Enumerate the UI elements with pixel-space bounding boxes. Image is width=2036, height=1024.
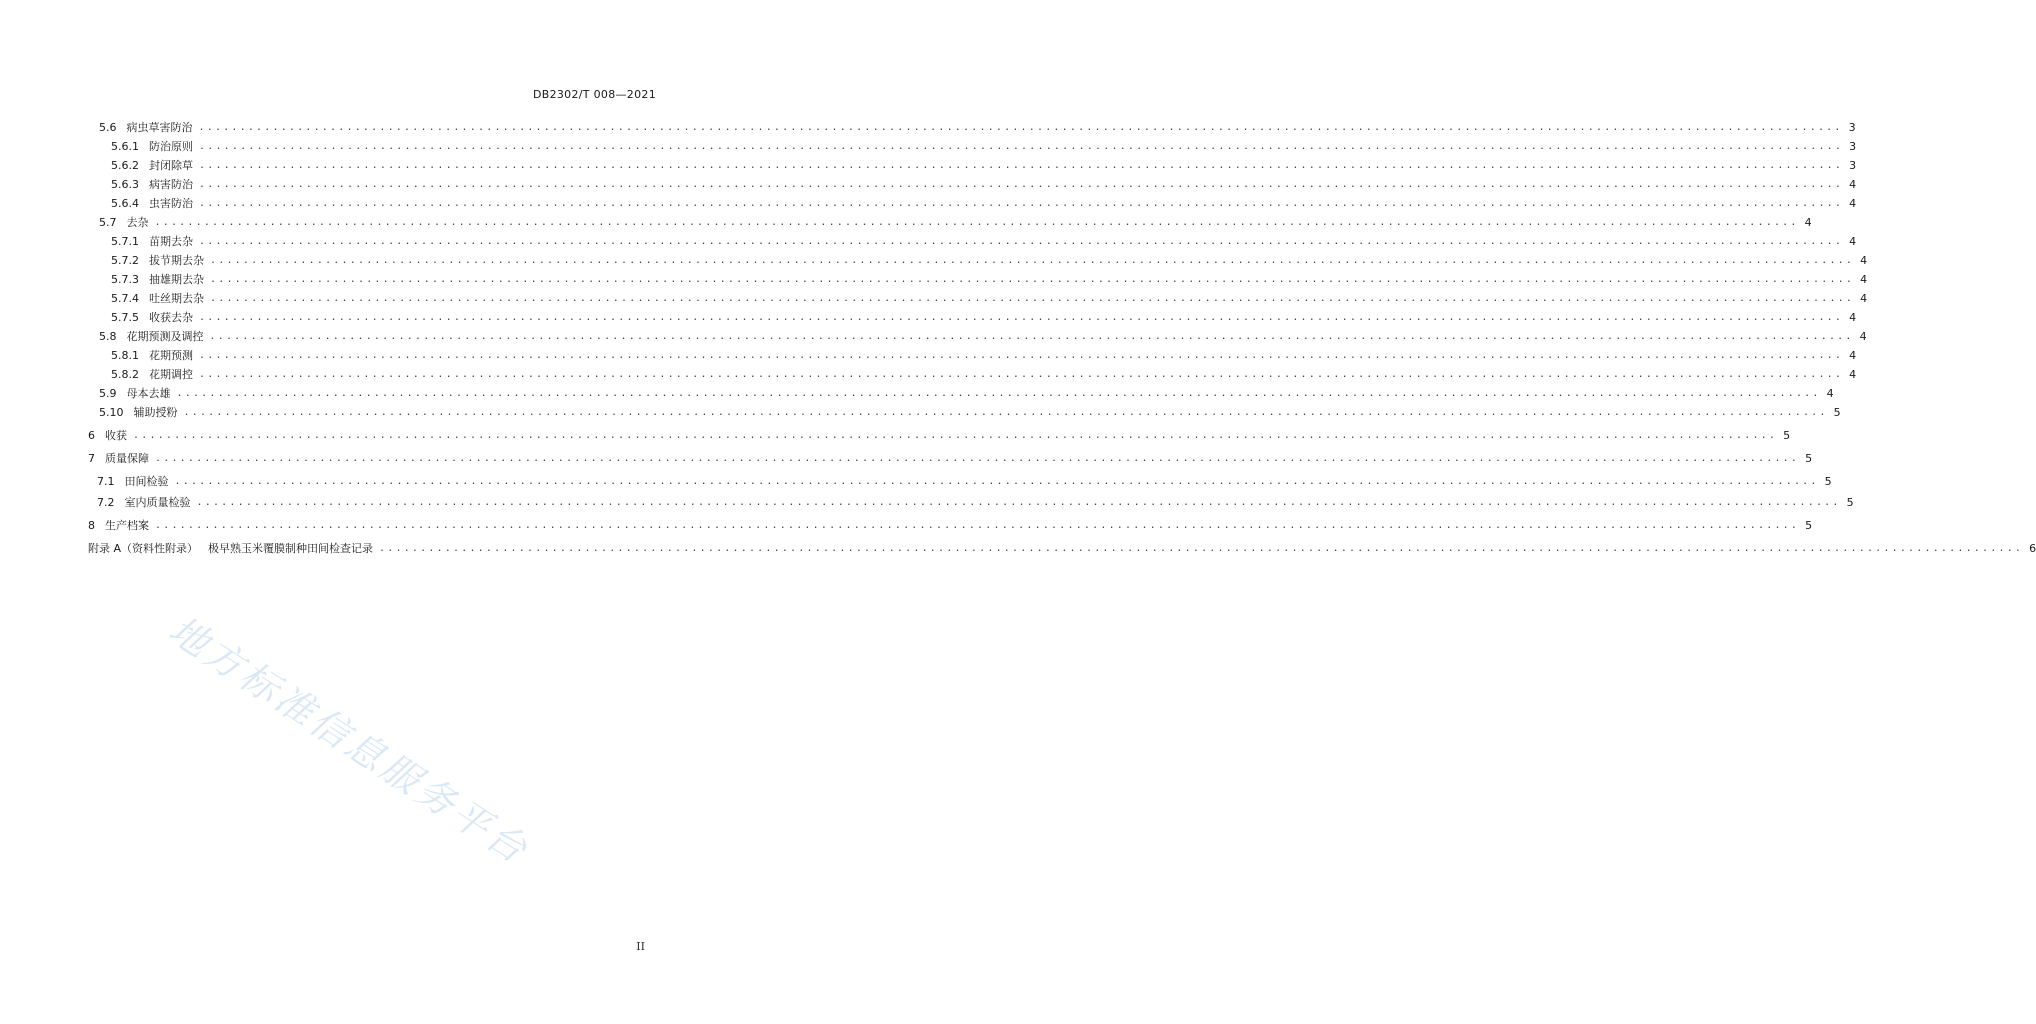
toc-entry[interactable] [111,156,1857,174]
toc-entry-page: 4 [1860,291,1868,305]
toc-entry-page: 5 [1846,495,1854,509]
toc-entry-number: 5.6.2 [111,158,139,172]
toc-entry-title: 封闭除草 [149,159,193,172]
toc-entry-title: 吐丝期去杂 [149,292,204,305]
toc-entry-number: 5.6 [99,120,117,134]
toc-entry-number: 5.7.5 [111,310,139,324]
toc-entry-page: 4 [1849,177,1857,191]
toc-entry-title: 花期调控 [149,368,193,381]
toc-entry-title: 收获 [105,429,127,442]
toc-entry-page: 4 [1860,253,1868,267]
toc-entry-page: 4 [1849,367,1857,381]
toc-entry-page: 4 [1849,310,1857,324]
toc-entry-number: 5.8.1 [111,348,139,362]
toc-entry-title: 防治原则 [149,140,193,153]
toc-entry-number: 5.8.2 [111,367,139,381]
toc-entry[interactable] [111,232,1857,250]
toc-leader-dots: ........................................................................................................................................................................................................ [199,311,1844,323]
toc-entry-page: 4 [1859,329,1867,343]
toc-entry-number: 5.6.4 [111,196,139,210]
toc-entry[interactable] [97,493,1854,511]
toc-entry[interactable] [88,449,1813,467]
toc-entry-page: 4 [1849,234,1857,248]
toc-entry-page: 4 [1826,386,1834,400]
toc-entry[interactable] [99,403,1841,421]
toc-entry[interactable] [111,346,1857,364]
toc-entry[interactable] [111,137,1857,155]
toc-leader-dots: ........................................................................................................................................................................................................ [199,368,1844,380]
toc-entry-title: 病虫草害防治 [126,121,193,134]
toc-leader-dots: ........................................................................................................................................................................................................ [199,140,1844,152]
toc-entry[interactable] [111,365,1857,383]
toc-entry[interactable] [111,308,1857,326]
toc-leader-dots: ........................................................................................................................................................................................................ [199,235,1844,247]
toc-entry-page: 3 [1849,158,1857,172]
toc-leader-dots: ........................................................................................................................................................................................................ [198,121,1843,133]
toc-entry-title: 病害防治 [149,178,193,191]
toc-leader-dots: ........................................................................................................................................................................................................ [199,178,1844,190]
toc-entry[interactable] [111,289,1868,307]
toc-entry-title: 室内质量检验 [124,496,191,509]
toc-entry-title: 母本去雄 [126,387,171,400]
toc-leader-dots: ........................................................................................................................................................................................................ [209,330,1854,342]
toc-leader-dots: ........................................................................................................................................................................................................ [154,216,1799,228]
toc-entry-page: 3 [1848,120,1856,134]
toc-entry-page: 3 [1849,139,1857,153]
toc-entry-number: 5.7.2 [111,253,139,267]
toc-entry-number: 5.7.3 [111,272,139,286]
toc-leader-dots: ........................................................................................................................................................................................................ [199,197,1844,209]
toc-entry-number: 5.9 [99,386,117,400]
toc-entry-number: 7.2 [97,495,115,509]
toc-entry-number: 5.7 [99,215,117,229]
toc-leader-dots: ........................................................................................................................................................................................................ [379,542,2024,554]
toc-entry[interactable] [111,194,1857,212]
toc-leader-dots: ........................................................................................................................................................................................................ [210,292,1855,304]
toc-entry-title: 花期预测 [149,349,193,362]
toc-leader-dots: ........................................................................................................................................................................................................ [210,273,1855,285]
toc-entry[interactable] [111,251,1868,269]
toc-entry-page: 5 [1824,474,1832,488]
toc-entry-page: 5 [1805,451,1813,465]
toc-entry-title: 收获去杂 [149,311,193,324]
toc-entry-title: 质量保障 [105,452,149,465]
toc-entry-number: 7.1 [97,474,115,488]
toc-entry-page: 5 [1833,405,1841,419]
toc-entry-number: 7 [88,451,95,465]
toc-entry-number: 6 [88,428,95,442]
toc-leader-dots: ........................................................................................................................................................................................................ [176,387,1821,399]
toc-entry[interactable] [88,539,2036,557]
toc-leader-dots: ........................................................................................................................................................................................................ [210,254,1855,266]
toc-entry[interactable] [99,327,1867,345]
toc-entry-title: 花期预测及调控 [126,330,204,343]
toc-entry[interactable] [99,118,1856,136]
toc-entry[interactable] [111,175,1857,193]
toc-entry-page: 6 [2029,541,2036,555]
watermark: 地方标准信息服务平台 [161,607,538,874]
toc-entry-title: 拔节期去杂 [149,254,204,267]
toc-entry-number: 5.7.1 [111,234,139,248]
toc-entry[interactable] [88,516,1813,534]
toc-leader-dots: ........................................................................................................................................................................................................ [155,452,1800,464]
toc-entry[interactable] [97,472,1832,490]
toc-entry-title: 抽雄期去杂 [149,273,204,286]
toc-entry-number: 5.7.4 [111,291,139,305]
toc-entry-title: 苗期去杂 [149,235,193,248]
toc-entry-title: 极早熟玉米覆膜制种田间检查记录 [208,542,374,555]
toc-entry[interactable] [99,384,1834,402]
toc-leader-dots: ........................................................................................................................................................................................................ [196,496,1841,508]
toc-entry-title: 去杂 [126,216,149,229]
toc-entry-number: 附录 A（资料性附录） [88,542,199,555]
toc-entry-number: 5.8 [99,329,117,343]
toc-entry[interactable] [88,426,1791,444]
toc-leader-dots: ........................................................................................................................................................................................................ [183,406,1828,418]
toc-entry-page: 5 [1805,518,1813,532]
toc-leader-dots: ........................................................................................................................................................................................................ [133,429,1778,441]
toc-leader-dots: ........................................................................................................................................................................................................ [174,475,1819,487]
document-code: DB2302/T 008—2021 [532,88,656,101]
page-number: II [636,940,645,953]
toc-leader-dots: ........................................................................................................................................................................................................ [199,349,1844,361]
toc-entry[interactable] [111,270,1868,288]
toc-entry-number: 8 [88,518,95,532]
toc-entry-number: 5.10 [99,405,124,419]
toc-entry-page: 4 [1849,196,1857,210]
toc-entry-page: 4 [1804,215,1812,229]
toc-entry-title: 辅助授粉 [133,406,178,419]
toc-entry-page: 5 [1783,428,1791,442]
toc-entry-page: 4 [1860,272,1868,286]
toc-leader-dots: ........................................................................................................................................................................................................ [155,519,1800,531]
toc-entry[interactable] [99,213,1812,231]
toc-entry-number: 5.6.1 [111,139,139,153]
toc-entry-number: 5.6.3 [111,177,139,191]
toc-entry-page: 4 [1849,348,1857,362]
toc-entry-title: 生产档案 [105,519,149,532]
toc-leader-dots: ........................................................................................................................................................................................................ [199,159,1844,171]
toc-entry-title: 田间检验 [124,475,169,488]
toc-entry-title: 虫害防治 [149,197,193,210]
